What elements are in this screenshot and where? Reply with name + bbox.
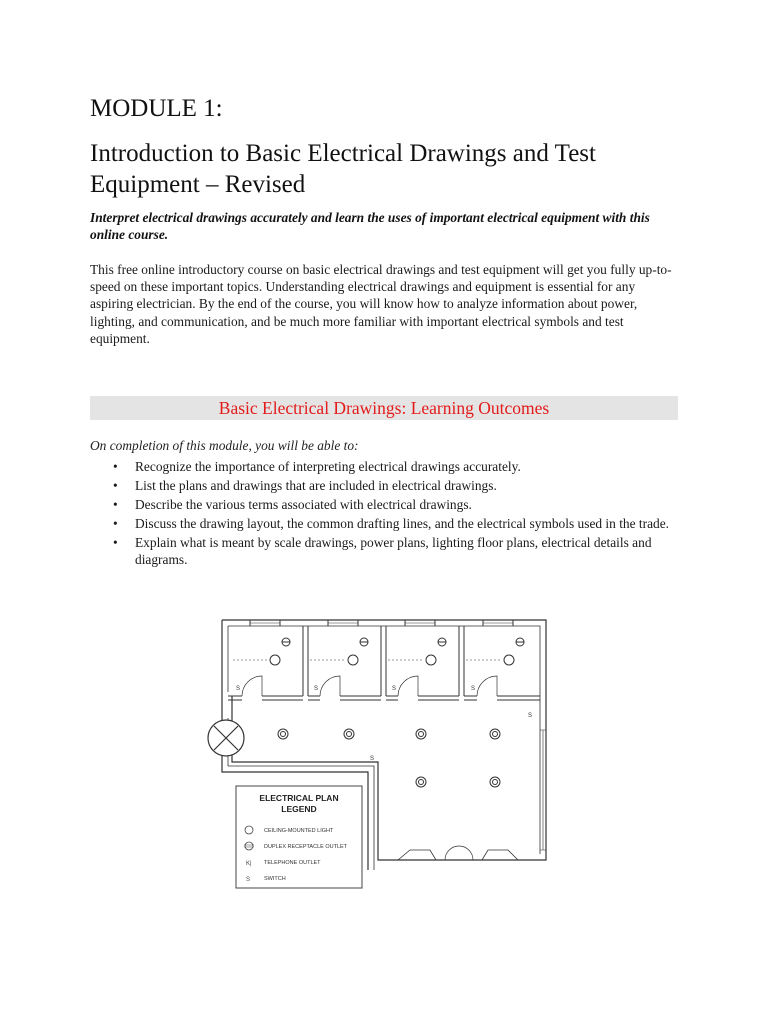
list-item (110, 515, 680, 532)
list-item (110, 458, 680, 475)
section-header (90, 396, 678, 420)
list-item-text: List the plans and drawings that are included in electrical drawings. (135, 478, 497, 493)
svg-text:S: S (392, 686, 397, 692)
list-item-text: Discuss the drawing layout, the common drafting lines, and the electrical symbols used in the trade. (135, 516, 670, 531)
plan-legend (236, 786, 362, 888)
svg-text:S: S (370, 756, 375, 762)
lead-paragraph: Interpret electrical drawings accurately and learn the uses of important electrical equipment with this online course. (90, 210, 650, 242)
legend-item-label: SWITCH (264, 876, 286, 882)
module-label: MODULE 1: (90, 95, 223, 122)
exhaust-fan-icon (208, 720, 244, 756)
legend-title: ELECTRICAL PLAN (259, 793, 339, 803)
list-item (110, 477, 680, 494)
list-item-text: Recognize the importance of interpreting electrical drawings accurately. (135, 459, 521, 474)
legend-subtitle: LEGEND (281, 804, 317, 814)
svg-text:S: S (471, 686, 476, 692)
list-item (110, 496, 680, 513)
bullet-icon: • (113, 497, 118, 512)
switch-icon: S (246, 877, 251, 883)
intro-paragraph: This free online introductory course on basic electrical drawings and test equipment will get you fully up-to-speed on these important topics. Understanding electrical drawings and equipment is essential for any aspiring electrician. By the end of the course, you will know how to analyze information about power, lighting, and communication, and be much more familiar with important electrical symbols and test equipment. (90, 262, 672, 346)
room-fixtures (233, 638, 524, 665)
page-title: Introduction to Basic Electrical Drawings and Test Equipment – Revised (90, 140, 596, 198)
bullet-icon: • (113, 535, 118, 550)
bullet-icon: • (113, 516, 118, 531)
legend-item-label: DUPLEX RECEPTACLE OUTLET (264, 844, 348, 850)
legend-item-label: CEILING-MOUNTED LIGHT (264, 828, 334, 834)
svg-text:S: S (314, 686, 319, 692)
outcomes-list (110, 458, 680, 570)
list-item-text: Explain what is meant by scale drawings, power plans, lighting floor plans, electrical details and diagrams. (135, 535, 652, 568)
outcomes-intro: On completion of this module, you will be able to: (90, 438, 359, 453)
ceiling-light-icon (278, 729, 500, 787)
telephone-outlet-icon: K| (246, 861, 252, 867)
electrical-floor-plan (200, 610, 560, 895)
list-item (110, 534, 680, 568)
svg-text:S: S (528, 713, 533, 719)
bullet-icon: • (113, 459, 118, 474)
section-title: Basic Electrical Drawings: Learning Outcomes (218, 398, 550, 418)
switch-labels (236, 686, 532, 762)
list-item-text: Describe the various terms associated with electrical drawings. (135, 497, 472, 512)
legend-item-label: TELEPHONE OUTLET (264, 860, 321, 866)
bullet-icon: • (113, 478, 118, 493)
svg-text:S: S (236, 686, 241, 692)
